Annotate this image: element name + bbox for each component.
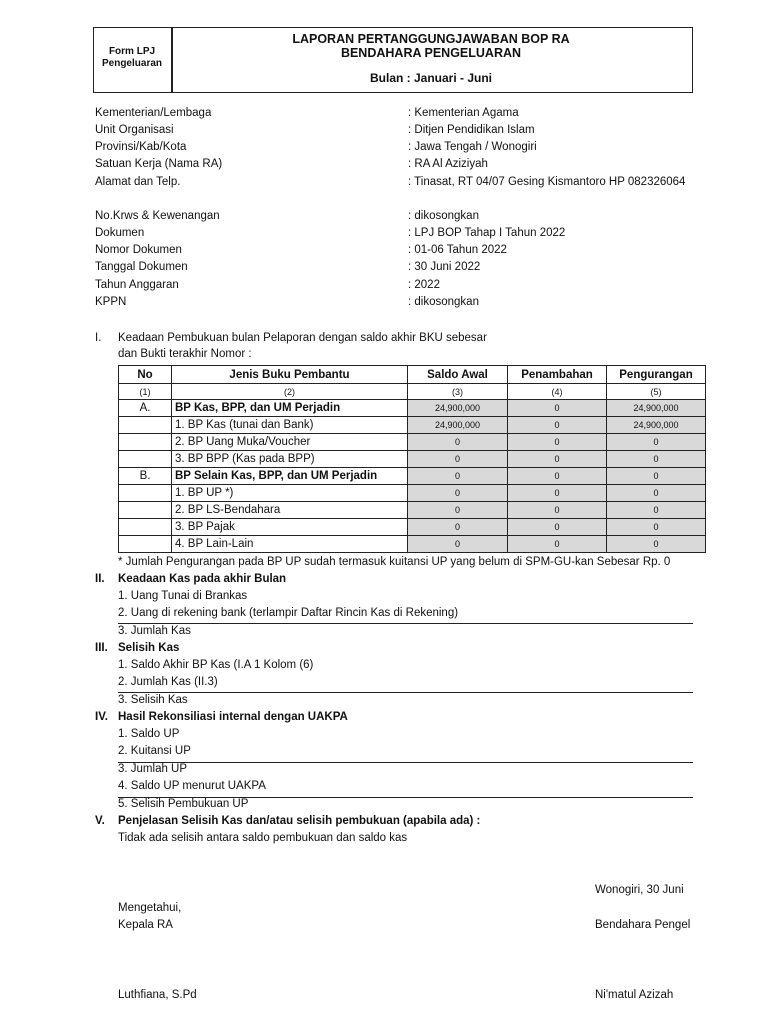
section-3-item: 3. Selisih Kas [118,694,188,706]
divider [118,692,693,693]
info-value: : 2022 [408,279,440,291]
info-value: : 01-06 Tahun 2022 [408,244,507,256]
report-title: LAPORAN PERTANGGUNGJAWABAN BOP RA [292,32,570,46]
info-label: Provinsi/Kab/Kota [95,141,187,153]
section-1-number: I. [95,332,102,344]
table-row [119,502,706,519]
row-saldo-awal: 24,900,000 [408,417,508,434]
row-penambahan: 0 [508,417,607,434]
row-saldo-awal: 0 [408,451,508,468]
table-index-row [119,384,706,400]
report-period: Bulan : Januari - Juni [369,71,492,85]
col-header-jenis: Jenis Buku Pembantu [172,366,408,384]
report-subtitle: BENDAHARA PENGELUARAN [340,46,522,60]
col-header-penambahan: Penambahan [508,366,607,384]
row-saldo-awal: 0 [408,468,508,485]
row-no: A. [119,400,172,417]
table-row [119,468,706,485]
row-pengurangan: 24,900,000 [607,400,706,417]
row-name: BP Kas, BPP, dan UM Perjadin [172,400,408,417]
head-title: Kepala RA [118,919,173,931]
row-name: 2. BP Uang Muka/Voucher [172,434,408,451]
row-penambahan: 0 [508,519,607,536]
row-pengurangan: 0 [607,485,706,502]
row-name: 2. BP LS-Bendahara [172,502,408,519]
row-penambahan: 0 [508,451,607,468]
row-no [119,417,172,434]
section-4-item: 4. Saldo UP menurut UAKPA [118,780,266,792]
section-4-item: 2. Kuitansi UP [118,745,191,757]
row-no [119,519,172,536]
table-row [119,434,706,451]
treasurer-title: Bendahara Pengel [595,919,691,931]
info-label: Satuan Kerja (Nama RA) [95,158,223,170]
info-value: : Kementerian Agama [408,107,519,119]
row-no [119,485,172,502]
info-value: : Jawa Tengah / Wonogiri [408,141,537,153]
info-value: : dikosongkan [408,296,479,308]
info-label: KPPN [95,296,127,308]
divider [118,623,693,624]
row-pengurangan: 0 [607,519,706,536]
section-1-text: Keadaan Pembukuan bulan Pelaporan dengan saldo akhir BKU sebesar [118,332,487,344]
col-index: (4) [508,384,607,400]
divider [118,762,693,763]
row-name: 1. BP UP *) [172,485,408,502]
section-5-number: V. [95,815,105,827]
row-name: 3. BP BPP (Kas pada BPP) [172,451,408,468]
section-4-item: 1. Saldo UP [118,728,180,740]
section-4-title: Hasil Rekonsiliasi internal dengan UAKPA [118,711,348,723]
row-pengurangan: 0 [607,434,706,451]
info-value: : Tinasat, RT 04/07 Gesing Kismantoro HP 082326064 [408,176,686,188]
info-value: : Ditjen Pendidikan Islam [408,124,535,136]
row-name: 1. BP Kas (tunai dan Bank) [172,417,408,434]
section-1-text-2: dan Bukti terakhir Nomor : [118,348,252,360]
row-no: B. [119,468,172,485]
section-5-title: Penjelasan Selisih Kas dan/atau selisih pembukuan (apabila ada) : [118,815,481,827]
section-4-item: 3. Jumlah UP [118,763,188,775]
section-4-item: 5. Selisih Pembukuan UP [118,798,249,810]
row-no [119,434,172,451]
col-header-no: No [119,366,172,384]
info-label: Dokumen [95,227,145,239]
section-3-title: Selisih Kas [118,642,180,654]
table-row [119,417,706,434]
row-no [119,502,172,519]
section-4-number: IV. [95,711,109,723]
section-5-text: Tidak ada selisih antara saldo pembukuan dan saldo kas [118,832,408,844]
section-2-item: 1. Uang Tunai di Brankas [118,590,248,602]
acknowledged-label: Mengetahui, [118,902,182,914]
col-index: (2) [172,384,408,400]
row-name: 4. BP Lain-Lain [172,536,408,553]
info-value: : LPJ BOP Tahap I Tahun 2022 [408,227,566,239]
row-pengurangan: 0 [607,468,706,485]
row-penambahan: 0 [508,434,607,451]
info-label: Tanggal Dokumen [95,261,188,273]
row-saldo-awal: 24,900,000 [408,400,508,417]
col-index: (1) [119,384,172,400]
row-penambahan: 0 [508,502,607,519]
table-row [119,536,706,553]
row-saldo-awal: 0 [408,536,508,553]
table-header-row [119,366,706,384]
col-index: (3) [408,384,508,400]
info-label: Nomor Dokumen [95,244,182,256]
info-value: : RA Al Aziziyah [408,158,488,170]
section-3-item: 2. Jumlah Kas (II.3) [118,676,218,688]
form-label-2: Pengeluaran [101,58,163,69]
row-no [119,536,172,553]
row-name: 3. BP Pajak [172,519,408,536]
section-3-number: III. [95,642,108,654]
table-row [119,451,706,468]
row-pengurangan: 24,900,000 [607,417,706,434]
section-3-item: 1. Saldo Akhir BP Kas (I.A 1 Kolom (6) [118,659,314,671]
info-value: : 30 Juni 2022 [408,261,481,273]
form-label-1: Form LPJ [108,46,156,57]
info-value: : dikosongkan [408,210,479,222]
row-saldo-awal: 0 [408,519,508,536]
info-label: Unit Organisasi [95,124,174,136]
row-pengurangan: 0 [607,451,706,468]
row-no [119,451,172,468]
head-name: Luthfiana, S.Pd [118,989,197,1001]
table-row [119,485,706,502]
treasurer-name: Ni'matul Azizah [595,989,674,1001]
col-header-saldo-awal: Saldo Awal [408,366,508,384]
section-2-title: Keadaan Kas pada akhir Bulan [118,573,287,585]
col-header-pengurangan: Pengurangan [607,366,706,384]
row-name: BP Selain Kas, BPP, dan UM Perjadin [172,468,408,485]
row-pengurangan: 0 [607,536,706,553]
info-label: Kementerian/Lembaga [95,107,212,119]
table-footnote: * Jumlah Pengurangan pada BP UP sudah termasuk kuitansi UP yang belum di SPM-GU-kan Sebesar Rp. 0 [118,556,671,568]
table-row [119,519,706,536]
row-saldo-awal: 0 [408,502,508,519]
row-saldo-awal: 0 [408,434,508,451]
section-2-item: 3. Jumlah Kas [118,625,191,637]
row-penambahan: 0 [508,485,607,502]
section-2-number: II. [95,573,105,585]
row-penambahan: 0 [508,400,607,417]
row-penambahan: 0 [508,468,607,485]
row-pengurangan: 0 [607,502,706,519]
place-date: Wonogiri, 30 Juni [595,884,684,896]
info-label: No.Krws & Kewenangan [95,210,220,222]
section-2-item: 2. Uang di rekening bank (terlampir Daftar Rincin Kas di Rekening) [118,607,459,619]
row-penambahan: 0 [508,536,607,553]
table-row [119,400,706,417]
bku-table [118,365,706,553]
col-index: (5) [607,384,706,400]
info-label: Tahun Anggaran [95,279,179,291]
row-saldo-awal: 0 [408,485,508,502]
info-label: Alamat dan Telp. [95,176,181,188]
